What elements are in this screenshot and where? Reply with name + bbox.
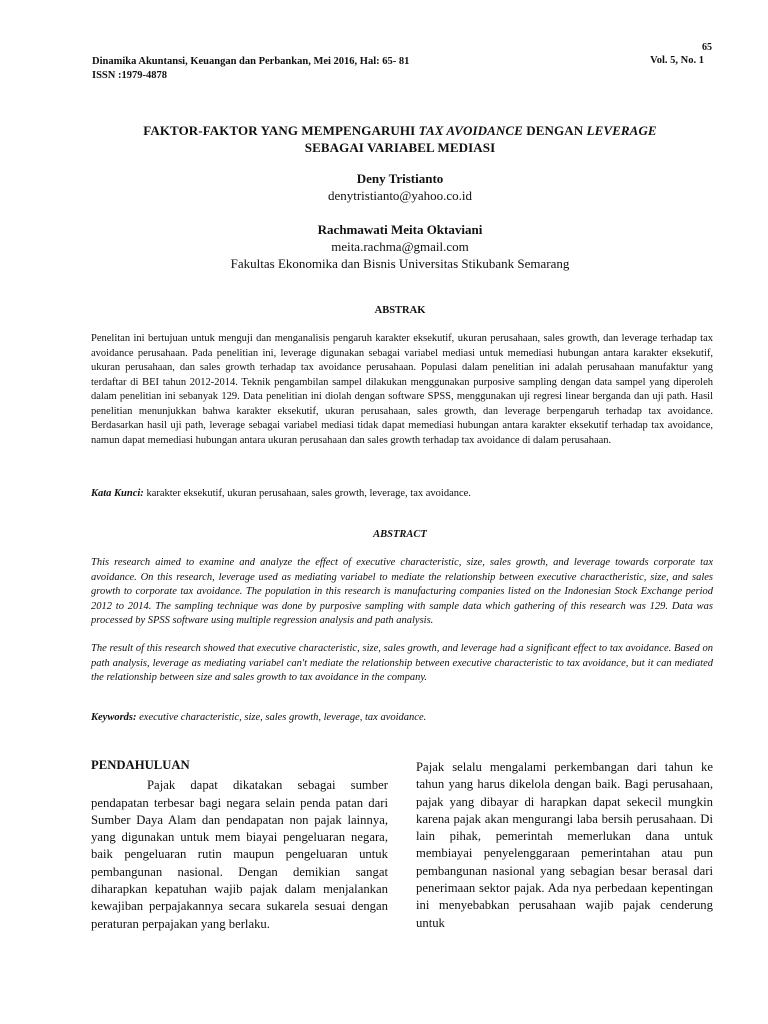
title-text: FAKTOR-FAKTOR YANG MEMPENGARUHI (143, 123, 419, 138)
kata-kunci-terms: karakter eksekutif, ukuran perusahaan, sales growth, leverage, tax avoidance. (143, 488, 471, 499)
kata-kunci (91, 487, 713, 501)
abstrak-heading: ABSTRAK (374, 305, 426, 316)
title-term-leverage: LEVERAGE (586, 123, 657, 138)
journal-citation: Dinamika Akuntansi, Keuangan dan Perbankan, Mei 2016, Hal: 65- 81 (92, 56, 410, 67)
abstract-body-1: This research aimed to examine and analyze the effect of executive characteristic, size, sales growth, and leverage towards corporate tax avoidance. On this research, leverage used as mediating variabel to mediate the relationship between executive charactheristic, size, and sales growth to corporate tax avoidance. The population in this research is manufacturing companies listed on the Indonesian Stock Exchange period 2012 to 2014. The sampling technique was done by purposive sampling with sample data which gathering of this research was 129. Data was processed by SPSS software using multiple regression analysis and path analysis. (91, 557, 713, 626)
keywords-label: Keywords: (91, 712, 137, 723)
issn: ISSN :1979-4878 (92, 70, 167, 81)
keywords-terms: executive characteristic, size, sales growth, leverage, tax avoidance. (136, 712, 427, 723)
paper-title (60, 122, 740, 156)
title-line-2: SEBAGAI VARIABEL MEDIASI (304, 140, 496, 155)
title-term-tax-avoidance: TAX AVOIDANCE (418, 123, 523, 138)
abstract-heading: ABSTRACT (373, 529, 427, 540)
page-number: 65 (702, 42, 712, 53)
body-paragraph: Pajak selalu mengalami perkembangan dari tahun ke tahun yang harus dikelola dengan baik. Bagi perusahaan, pajak yang dibayar di harapkan dapat sekecil mungkin karena pajak akan mengurangi laba bersih perusahaan. Di lain pihak, pemerintah memerlukan dana untuk membiayai penyelenggaraan pemerintahan atau pun pembangunan nasional yang sebagian besar berasal dari penerimaan sektor pajak. Ada nya perbedaan kepentingan ini menyebabkan perusahaan wajib pajak cenderung untuk (416, 760, 713, 930)
author-email: meita.rachma@gmail.com (331, 239, 469, 254)
keywords (91, 711, 713, 725)
author-name: Deny Tristianto (356, 171, 444, 186)
volume-number: Vol. 5, No. 1 (650, 55, 704, 66)
affiliation: Fakultas Ekonomika dan Bisnis Universitas Stikubank Semarang (230, 256, 570, 271)
author-block (60, 221, 740, 272)
kata-kunci-label: Kata Kunci: (91, 488, 144, 499)
title-text: DENGAN (522, 123, 587, 138)
journal-header (92, 55, 409, 83)
author-block (60, 170, 740, 204)
body-column-right (416, 759, 713, 932)
author-name: Rachmawati Meita Oktaviani (317, 222, 483, 237)
abstrak-body: Penelitan ini bertujuan untuk menguji dan menganalisis pengaruh karakter eksekutif, ukuran perusahaan, sales growth, dan leverage terhadap tax avoidance perusahaan. Pada penelitian ini, leverage digunakan sebagai variabel mediasi untuk memediasi hubungan antara karakter eksekutif, ukuran perusahaan, dan sales growth terhadap tax avoidance perusahaan. Populasi dalam penelitian ini adalah perusahaan manufaktur yang terdaftar di BEI tahun 2012-2014. Teknik pengambilan sampel dilakukan menggunakan purposive sampling dengan data sampel yang diperoleh dalam penelitian ini sebanyak 129. Data penelitian ini diolah dengan software SPSS, menggunakan uji regresi linear berganda dan uji path. Hasil penelitian menunjukkan bahwa karakter eksekutif, ukuran perusahaan, sales growth, dan leverage berpengaruh terhadap tax avoidance. Berdasarkan hasil uji path, leverage sebagai variabel mediasi tidak dapat memediasi hubungan antara karakter eksekutif terhadap tax avoidance, namun dapat memediasi hubungan antara ukuran perusahaan dan sales growth terhadap tax avoidance di dalam perusahaan. (91, 333, 713, 446)
body-column-left (91, 757, 388, 933)
abstract-body-2: The result of this research showed that executive characteristic, size, sales growth, and leverage had a significant effect to tax avoidance. Based on path analysis, leverage as mediating variabel can't mediate the relationship between executive characteristic to tax avoidance, but it can mediated the relationship between size and sales growth to tax avoidance in the company. (91, 643, 713, 683)
body-paragraph: Pajak dapat dikatakan sebagai sumber pendapatan terbesar bagi negara selain penda patan dari Sumber Daya Alam dan pendapatan non pajak lainnya, yang digunakan untuk mem biayai pengeluaran negara, baik pengeluaran rutin maupun pengeluaran untuk pembangunan nasional. Dengan demikian sangat diharapkan kepatuhan wajib pajak dalam menjalankan kewajiban perpajakannya secara sukarela sesuai dengan peraturan perpajakan yang berlaku. (91, 778, 388, 931)
author-email: denytristianto@yahoo.co.id (327, 188, 473, 203)
section-heading: PENDAHULUAN (91, 758, 190, 772)
